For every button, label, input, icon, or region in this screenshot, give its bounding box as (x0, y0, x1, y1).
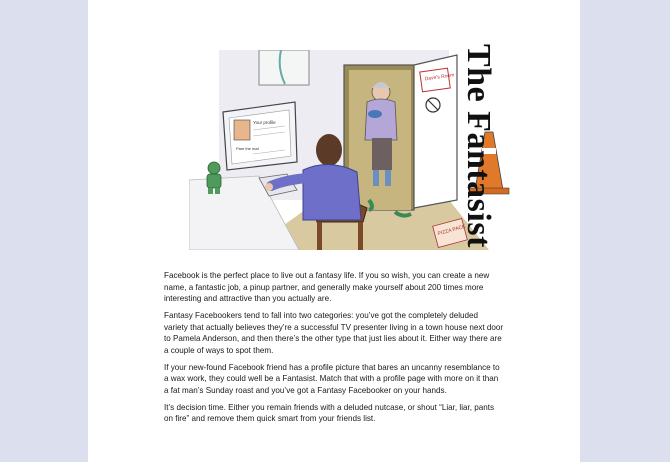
person-head (316, 134, 342, 166)
chapter-title: The Fantasist (460, 44, 497, 248)
grandmother-body (365, 99, 397, 140)
pizza-box-text: PIZZA PACE (437, 223, 467, 238)
profile-picture (234, 120, 250, 140)
book-page (88, 0, 580, 462)
paragraph-1: Facebook is the perfect place to live out a fantasy life. If you so wish, you can create a new name, a fantastic job, a pinup partner, and generally make yourself about 200 times more interesting and attractive than you actually are. (164, 271, 490, 304)
paragraph-2: Fantasy Facebookers tend to fall into two categories: you’ve got the completely deluded variety that actually believes they’re a successful TV presenter living in a town house next door to Pamela Anderson, and then there’s the other type that just lies about it. Either way there are a couple of ways to spot them. (164, 310, 504, 355)
article-body (164, 270, 504, 430)
paragraph-4: It’s decision time. Either you remain friends with a deluded nutcase, or shout “Liar, liar, pants on fire” and remove them quick smart from your friends list. (164, 402, 495, 424)
paragraph-3: If your new-found Facebook friend has a profile picture that bares an uncanny resemblance to a wax work, they could well be a Fantasist. Match that with a profile page with more on it than a fat man’s Sunday roast and you’ve got a Fantasy Facebooker on your hands. (164, 362, 500, 395)
teapot (368, 110, 382, 118)
person-body (303, 164, 361, 220)
monitor-heading: Your profile (253, 120, 276, 125)
toy-robot (208, 162, 220, 174)
door-sign-text: Dave's Room (424, 72, 455, 83)
monitor-subheading: Pam the mat (236, 146, 259, 151)
